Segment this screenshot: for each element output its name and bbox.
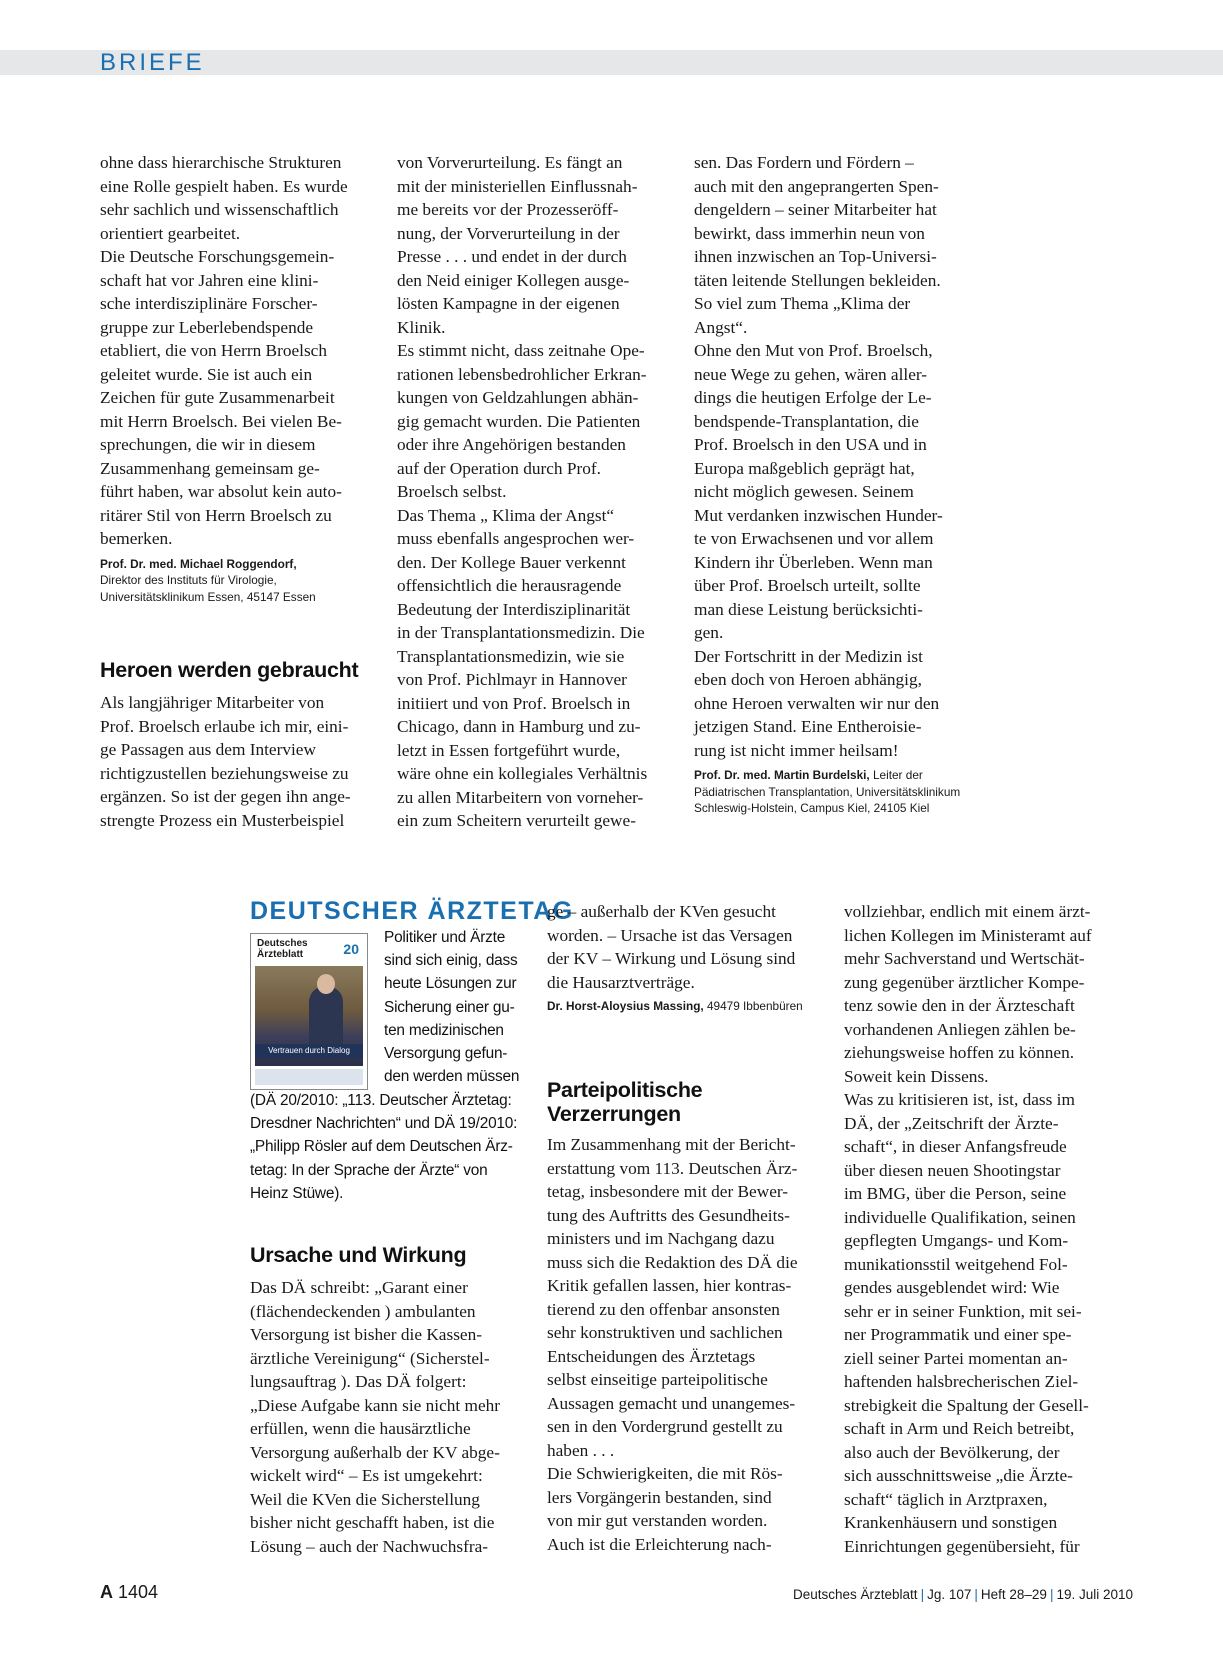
text-line: mit der ministeriellen Einflussnah- [397,176,638,196]
text-line: kungen von Geldzahlungen abhän- [397,388,639,407]
text-line: auf der Operation durch Prof. [397,458,601,478]
text-line: ministers und im Nachgang dazu [547,1229,775,1248]
signature-affiliation: Direktor des Instituts für Virologie, [100,573,277,587]
text-line: sprechungen, die wir in diesem [100,435,316,454]
text-line: vorhandenen Anliegen zählen be- [844,1019,1076,1039]
text-line: ner Programmatik und einer spe- [844,1325,1072,1344]
text-line: Das DÄ schreibt: „Garant einer [250,1278,468,1297]
signature-address: Schleswig-Holstein, Campus Kiel, 24105 Kiel [694,801,930,815]
text-line: Der Fortschritt in der Medizin ist [694,646,923,666]
text-line: muss ebenfalls angesprochen wer- [397,529,635,548]
text-line: Versorgung gefun- [384,1045,508,1063]
signature-name: Prof. Dr. med. Martin Burdelski, [694,768,870,782]
text-line: Versorgung außerhalb der KV abge- [250,1442,500,1462]
text-line: jetzigen Stand. Eine Entheroisie- [694,717,922,736]
text-line: tetag: In der Sprache der Ärzte“ von [250,1161,488,1179]
text-line: sehr sachlich und wissenschaftlich [100,200,339,219]
text-line: ihnen inzwischen an Top-Universi- [694,247,937,266]
letter2-heading: Heroen werden gebraucht [100,658,359,682]
text-line: erstattung vom 113. Deutschen Ärz- [547,1158,798,1178]
text-line: mehr Sachverstand und Wertschät- [844,949,1085,968]
text-line: ohne Heroen verwalten wir nur den [694,693,940,713]
text-line: Politiker und Ärzte [384,929,506,946]
text-line: Prof. Broelsch in den USA und in [694,435,927,454]
text-line: Einrichtungen gegenübersieht, für [844,1536,1080,1556]
text-line: orientiert gearbeitet. [100,223,241,243]
footer-date: 19. Juli 2010 [1056,1587,1134,1602]
text-line: haben . . . [547,1440,615,1460]
text-line: man diese Leistung berücksichti- [694,599,923,619]
text-line: Angst“. [694,317,748,337]
text-line: ergänzen. So ist der gegen ihn ange- [100,787,351,806]
letter3-signature [547,998,832,1015]
text-line: offensichtlich die herausragende [397,576,622,595]
text-line: bendspende-Transplantation, die [694,411,919,431]
text-line: lungsauftrag ). Das DÄ folgert: [250,1372,467,1391]
text-line: ge Passagen aus dem Interview [100,740,316,759]
text-line: individuelle Qualifikation, seinen [844,1207,1076,1227]
footer-issue: Heft 28–29 [980,1587,1047,1602]
text-line: Europa maßgeblich geprägt hat, [694,458,915,478]
text-line: Kritik gefallen lassen, hier kontras- [547,1276,792,1295]
text-line: lösten Kampagne in der eigenen [397,294,620,313]
text-line: über Prof. Broelsch urteilt, sollte [694,576,921,595]
text-line: etabliert, die von Herrn Broelsch [100,341,327,360]
letter2-body-col3 [694,151,984,762]
text-line: Heinz Stüwe). [250,1184,344,1202]
text-line: te von Erwachsenen und vor allem [694,529,934,548]
text-line: also auch der Bevölkerung, der [844,1442,1060,1462]
text-line: haftenden halsbrecherischen Ziel- [844,1372,1079,1391]
signature-name: Prof. Dr. med. Michael Roggendorf, [100,556,297,571]
text-line: den werden müssen [384,1068,520,1086]
letter4-heading: Parteipolitische Verzerrungen [547,1078,703,1126]
text-line: Soweit kein Dissens. [844,1066,989,1086]
text-line: Es stimmt nicht, dass zeitnahe Ope- [397,341,645,360]
letter4-column-1 [547,1133,832,1556]
letter3-body-col2 [547,900,832,994]
text-line: sich ausschnittsweise „die Ärzte- [844,1466,1073,1485]
text-line: DÄ, der „Zeitschrift der Ärzte- [844,1113,1059,1133]
text-line: Kindern ihr Überleben. Wenn man [694,552,933,572]
text-line: sehr konstruktiven und sachlichen [547,1323,783,1342]
text-line: Lösung – auch der Nachwuchsfra- [250,1536,489,1556]
text-line: bemerken. [100,529,173,548]
text-line: rationen lebensbedrohlicher Erkran- [397,364,647,384]
page-number: A 1404 [100,1582,159,1602]
text-line: oder ihre Angehörigen bestanden [397,435,626,454]
text-line: schaft“, in dieser Anfangsfreude [844,1137,1067,1156]
box-lead-side [384,926,526,1088]
text-line: Prof. Broelsch erlaube ich mir, eini- [100,716,349,736]
text-line: tung des Auftritts des Gesundheits- [547,1205,790,1225]
text-line: gen. [694,623,724,642]
text-line: tenz sowie den in der Ärzteschaft [844,996,1075,1015]
cover-photo-person [309,986,343,1046]
text-line: gig gemacht wurden. Die Patienten [397,411,641,431]
text-line: sen. Das Fordern und Fördern – [694,153,914,172]
text-line: neue Wege zu gehen, wären aller- [694,364,928,384]
text-line: Mut verdanken inzwischen Hunder- [694,505,943,525]
letter3-heading: Ursache und Wirkung [250,1243,467,1267]
cover-bottom-strip [255,1069,363,1085]
text-line: strengte Prozess ein Musterbeispiel [100,810,345,830]
text-line: ge – außerhalb der KVen gesucht [547,902,776,921]
text-line: muss sich die Redaktion des DÄ die [547,1252,798,1272]
text-line: worden. – Ursache ist das Versagen [547,925,793,945]
text-line: initiiert und von Prof. Broelsch in [397,693,631,713]
letter3-column-1 [250,1276,530,1558]
text-line: ten medizinischen [384,1021,504,1039]
letter2-column-3 [694,151,984,817]
text-line: führt haben, war absolut kein auto- [100,482,342,501]
text-line: heute Lösungen zur [384,975,517,993]
text-line: Bedeutung der Interdisziplinarität [397,599,631,619]
letter2-column-2 [397,151,682,833]
text-line: Was zu kritisieren ist, ist, dass im [844,1090,1075,1109]
cover-photo-head [317,974,335,994]
letter3-column-2 [547,900,832,1015]
text-line: Broelsch selbst. [397,482,507,501]
journal-cover-thumbnail [250,933,368,1090]
text-line: Krankenhäusern und sonstigen [844,1513,1058,1532]
box-lead-full [250,1089,530,1205]
text-line: Aussagen gemacht und unangemes- [547,1393,796,1413]
text-line: den. Der Kollege Bauer verkennt [397,552,626,572]
text-line: Auch ist die Erleichterung nach- [547,1534,772,1554]
text-line: wäre ohne ein kollegiales Verhältnis [397,764,648,783]
text-line: ritärer Stil von Herrn Broelsch zu [100,505,332,525]
text-line: im BMG, über die Person, seine [844,1184,1067,1203]
text-line: der KV – Wirkung und Lösung sind [547,949,796,968]
text-line: tetag, insbesondere mit der Bewer- [547,1182,789,1201]
text-line: nung, der Vorverurteilung in der [397,223,620,243]
text-line: schaft“ täglich in Arztpraxen, [844,1489,1048,1509]
text-line: Im Zusammenhang mit der Bericht- [547,1135,796,1154]
text-line: erfüllen, wenn die hausärztliche [250,1419,471,1438]
text-line: wickelt wird“ – Es ist umgekehrt: [250,1466,483,1485]
text-line: dengeldern – seiner Mitarbeiter hat [694,200,937,219]
text-line: ein zum Scheitern verurteilt gewe- [397,811,636,830]
text-line: Ohne den Mut von Prof. Broelsch, [694,341,933,360]
text-line: Zeichen für gute Zusammenarbeit [100,388,335,407]
text-line: in der Transplantationsmedizin. Die [397,623,645,642]
text-line: ziell seiner Partei momentan an- [844,1348,1068,1368]
footer-volume: Jg. 107 [927,1587,972,1602]
text-line: zu allen Mitarbeitern von vorneher- [397,787,644,807]
letter1-signature [100,556,385,606]
text-line: geleitet wurde. Sie ist auch ein [100,364,313,384]
text-line: eben doch von Heroen abhängig, [694,670,922,689]
text-line: Dresdner Nachrichten“ und DÄ 19/2010: [250,1115,518,1133]
text-line: sche interdisziplinäre Forscher- [100,294,318,313]
letter1-column [100,151,385,605]
text-line: nicht möglich gewesen. Seinem [694,482,914,501]
cover-caption: Vertrauen durch Dialog [255,1044,363,1058]
cover-issue-number: 20 [343,941,359,957]
signature-name: Dr. Horst-Aloysius Massing, [547,999,704,1013]
text-line: dings die heutigen Erfolge der Le- [694,388,932,407]
section-label: BRIEFE [100,49,205,76]
text-line: zung gegenüber ärztlicher Kompe- [844,972,1085,992]
text-line: lers Vorgängerin bestanden, sind [547,1487,772,1507]
text-line: vollziehbar, endlich mit einem ärzt- [844,902,1091,921]
text-line: ohne dass hierarchische Strukturen [100,153,342,172]
text-line: den Neid einiger Kollegen ausge- [397,270,630,290]
text-line: Die Deutsche Forschungsgemein- [100,247,335,266]
text-line: bewirkt, dass immerhin neun von [694,223,925,243]
text-line: sen in den Vordergrund gestellt zu [547,1417,783,1436]
text-line: Die Schwierigkeiten, die mit Rös- [547,1464,783,1483]
text-line: (DÄ 20/2010: „113. Deutscher Ärztetag: [250,1092,512,1109]
text-line: schaft hat vor Jahren eine klini- [100,270,319,290]
text-line: rung ist nicht immer heilsam! [694,740,899,760]
text-line: Sicherung einer gu- [384,998,515,1016]
text-line: sind sich einig, dass [384,952,518,970]
text-line: eine Rolle gespielt haben. Es wurde [100,176,348,196]
text-line: So viel zum Thema „Klima der [694,294,911,313]
text-line: ärztliche Vereinigung“ (Sicherstel- [250,1348,490,1368]
text-line: ziehungsweise hoffen zu können. [844,1043,1075,1062]
text-line: Entscheidungen des Ärztetags [547,1346,756,1366]
text-line: von Prof. Pichlmayr in Hannover [397,670,627,689]
text-line: letzt in Essen fortgeführt wurde, [397,740,621,760]
text-line: strebigkeit die Spaltung der Gesell- [844,1395,1089,1415]
text-line: Das Thema „ Klima der Angst“ [397,505,615,525]
text-line: gepflegten Umgangs- und Kom- [844,1231,1069,1250]
text-line: „Diese Aufgabe kann sie nicht mehr [250,1395,501,1415]
text-line: tierend zu den offenbar ansonsten [547,1299,780,1319]
journal-footer: Deutsches Ärzteblatt | Jg. 107 | Heft 28–29 | 19. Juli 2010 [793,1587,1134,1602]
text-line: gruppe zur Leberlebendspende [100,317,314,337]
text-line: die Hausarztverträge. [547,972,695,992]
text-line: gendes ausgeblendet wird: Wie [844,1278,1060,1297]
text-line: von mir gut verstanden worden. [547,1511,768,1530]
text-line: richtigzustellen beziehungsweise zu [100,763,349,783]
text-line: sehr er in seiner Funktion, mit sei- [844,1301,1082,1321]
text-line: lichen Kollegen im Ministeramt auf [844,925,1092,945]
cover-masthead: Deutsches Ärzteblatt [251,934,367,968]
text-line: auch mit den angeprangerten Spen- [694,176,939,196]
box-title: DEUTSCHER ÄRZTETAG [250,897,574,925]
text-line: me bereits vor der Prozesseröff- [397,200,619,219]
text-line: Zusammenhang gemeinsam ge- [100,458,320,478]
text-line: munikationsstil weitgehend Fol- [844,1254,1068,1274]
text-line: (flächendeckenden ) ambulanten [250,1301,476,1321]
letter4-column-2 [844,900,1134,1558]
text-line: Chicago, dann in Hamburg und zu- [397,717,641,736]
text-line: täten leitende Stellungen bekleiden. [694,270,941,290]
signature-affiliation: Pädiatrischen Transplantation, Universitätsklinikum [694,784,961,799]
text-line: Transplantationsmedizin, wie sie [397,646,625,666]
text-line: über diesen neuen Shootingstar [844,1160,1061,1180]
text-line: Versorgung ist bisher die Kassen- [250,1325,482,1344]
letter2-signature [694,767,984,817]
text-line: von Vorverurteilung. Es fängt an [397,153,623,172]
footer-journal: Deutsches Ärzteblatt [793,1587,918,1602]
text-line: Weil die KVen die Sicherstellung [250,1489,480,1509]
letter2-column-1 [100,691,385,832]
text-line: Klinik. [397,317,446,337]
signature-role: Leiter der [869,768,923,782]
text-line: selbst einseitige parteipolitische [547,1370,768,1389]
text-line: bisher nicht geschafft haben, ist die [250,1513,495,1532]
text-line: mit Herrn Broelsch. Bei vielen Be- [100,411,342,431]
text-line: Als langjähriger Mitarbeiter von [100,693,325,712]
text-line: Presse . . . und endet in der durch [397,247,627,266]
letter1-body [100,151,385,551]
text-line: „Philipp Rösler auf dem Deutschen Ärz- [250,1138,513,1156]
signature-address: 49479 Ibbenbüren [703,999,803,1013]
text-line: schaft in Arm und Reich betreibt, [844,1419,1075,1438]
signature-address: Universitätsklinikum Essen, 45147 Essen [100,589,316,604]
